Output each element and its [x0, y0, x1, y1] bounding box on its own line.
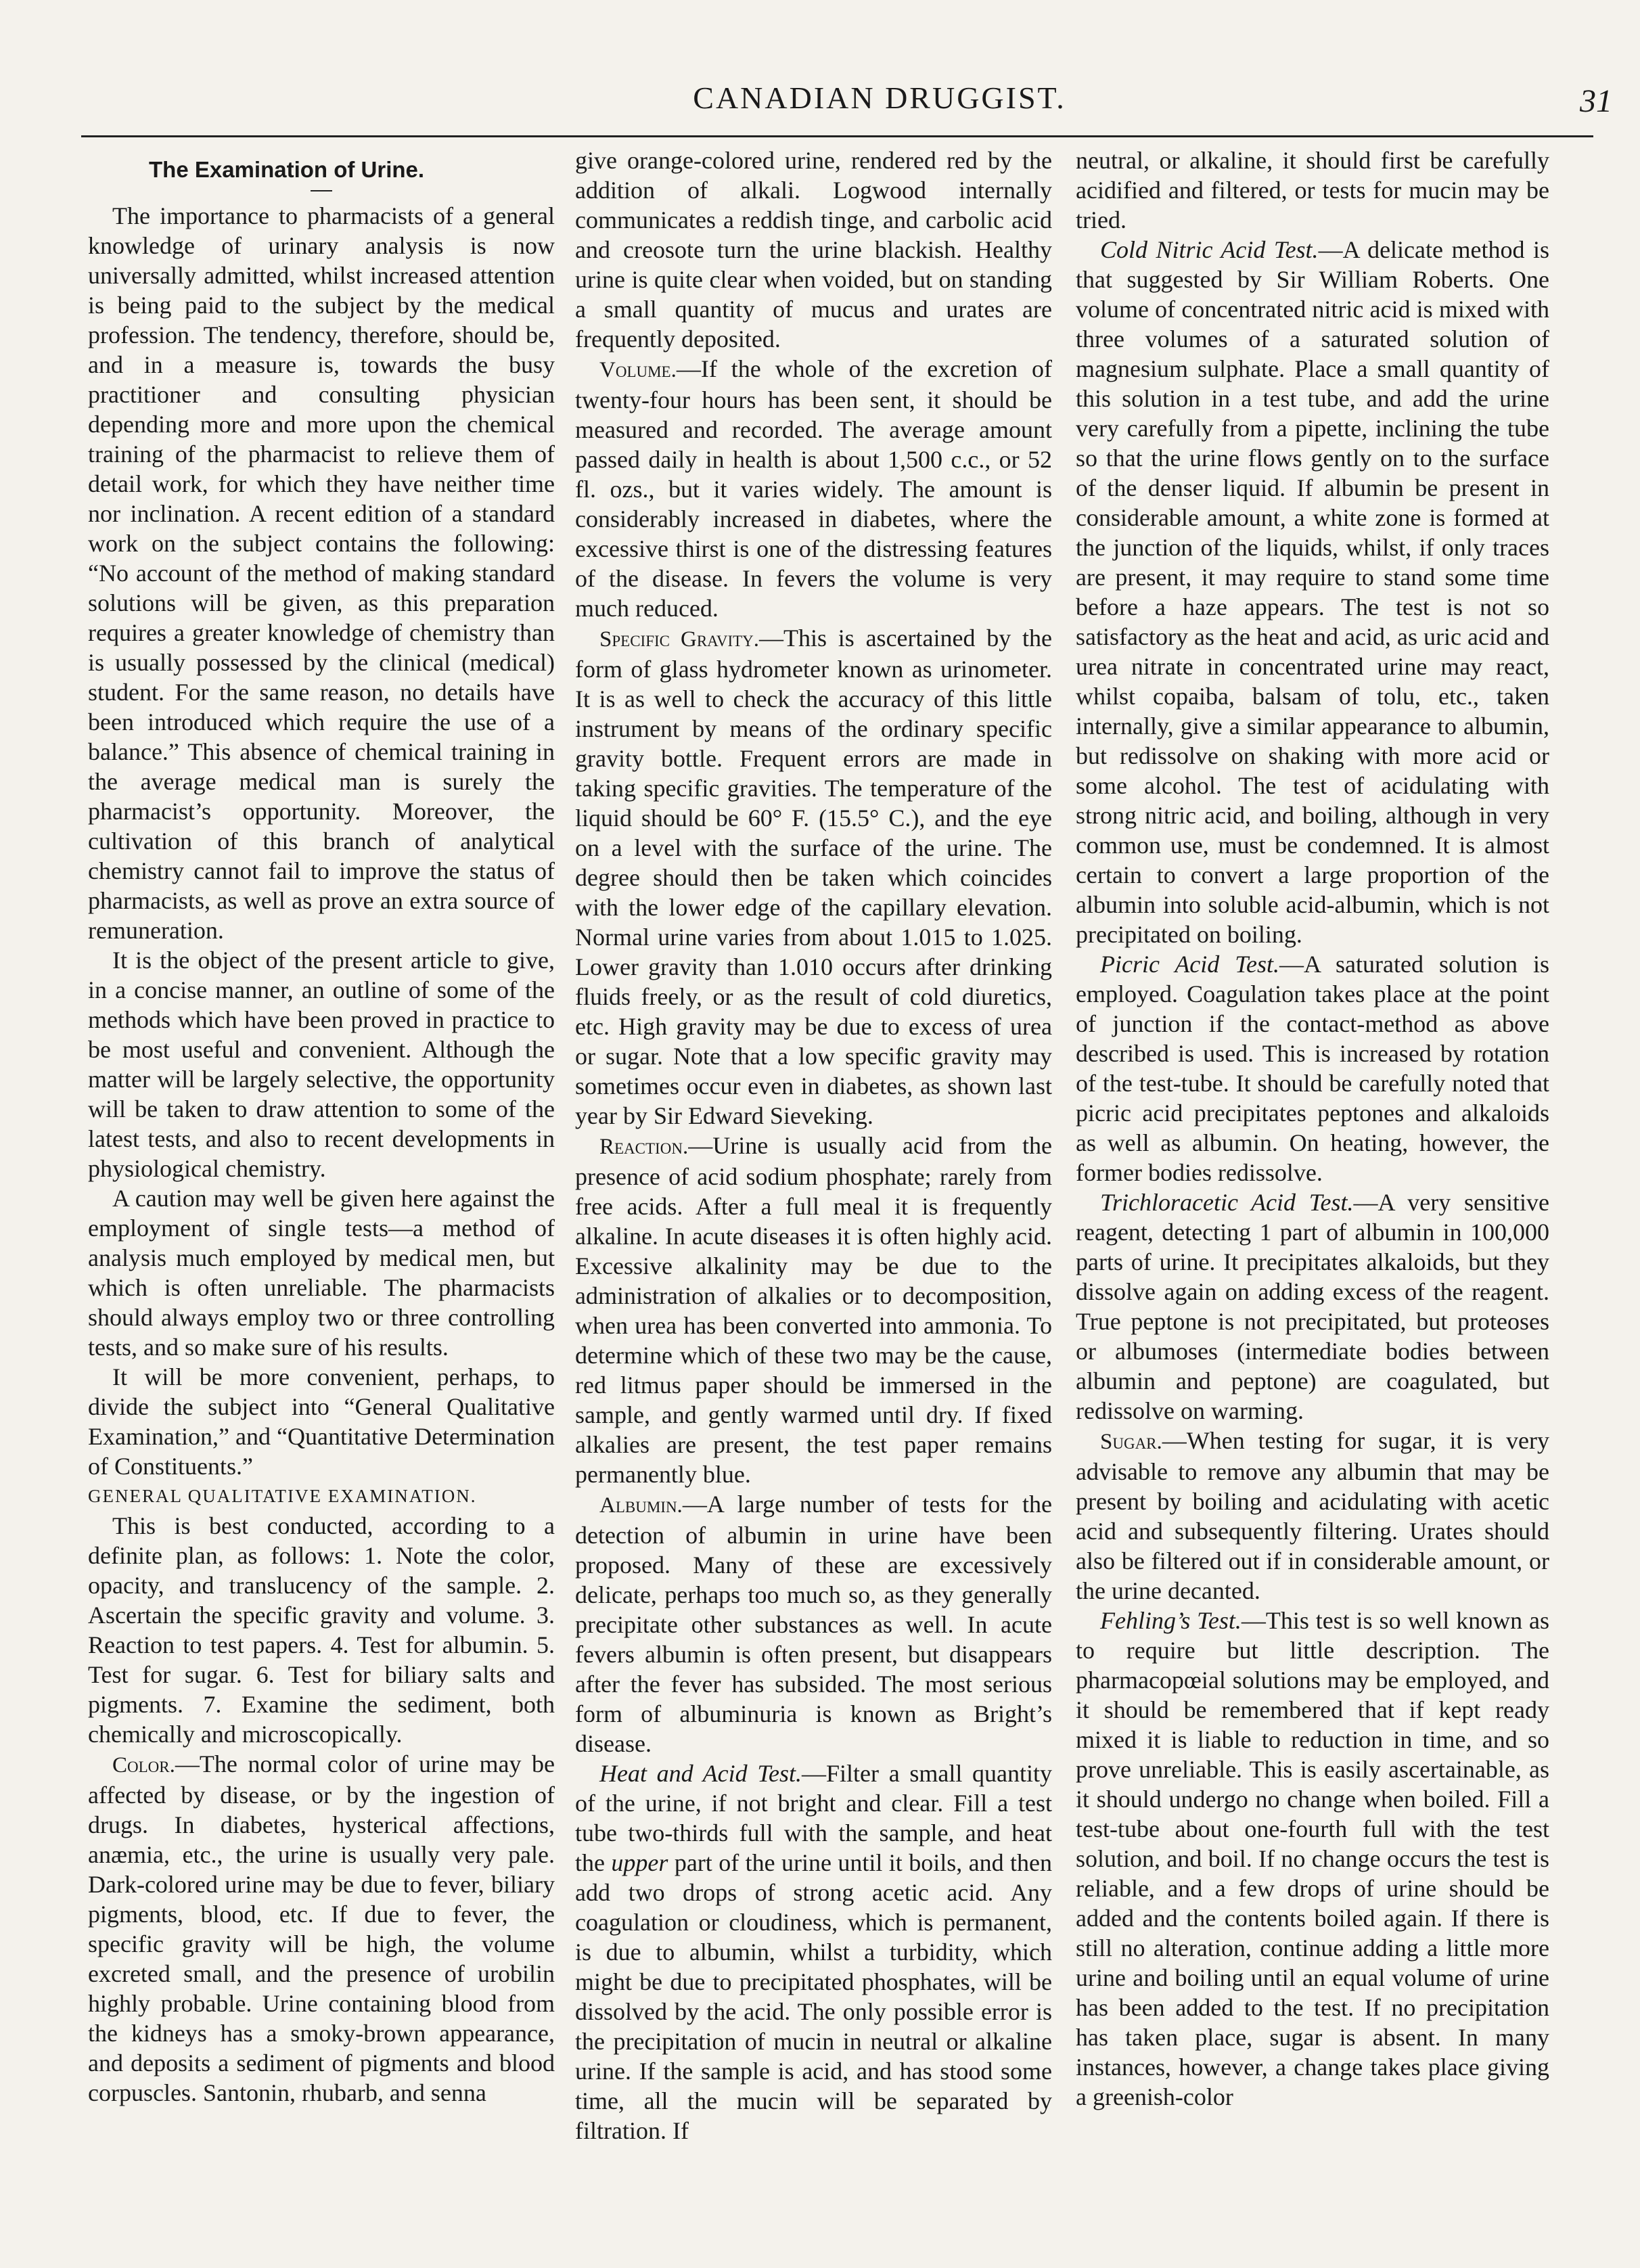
paragraph-gravity: Specific Gravity.—This is ascertained by the form of glass hydrometer known as urinometer. It is as well to check the accuracy of this little instrument by means of the ordinary specific gravity bottle. Frequent errors are made in taking specific gravities. The temperature of the liquid should be 60° F. (15.5° C.), and the eye on a level with the surface of the urine. The degree should then be taken which coincides with the lower edge of the capillary elevation. Normal urine varies from about 1.015 to 1.025. Lower gravity than 1.010 occurs after drinking fluids freely, or as the result of cold diuretics, etc. High gravity may be due to excess of urea or sugar. Note that a low specific gravity may sometimes occur even in diabetes, as shown last year by Sir Edward Sieveking.	[575, 625, 1052, 1129]
paragraph-fehling: Fehling’s Test.—This test is so well known as to require but little description. The pharmacopœial solutions may be employed, and it should be remembered that if kept ready mixed it is liable to reduction in time, and so prove unreliable. This is easily ascertainable, as it should undergo no change when boiled. Fill a test-tube about one-fourth full with the test solution, and boil. If no change occurs the test is reliable, and a few drops of urine should be added and the contents boiled again. If there is still no alteration, continue adding a little more urine and boiling until an equal volume of urine has been added to the test. If no precipitation has taken place, sugar is absent. In many instances, however, a change takes place giving a greenish-color	[1076, 1607, 1549, 2110]
paragraph-caution: A caution may well be given here against the employment of single tests—a method of analysis much employed by medical men, but which is often unreliable. The pharmacists should always employ two or three controlling tests, and so make sure of his results.	[88, 1185, 555, 1361]
article-title: The Examination of Urine.	[149, 157, 425, 182]
paragraph-plan: This is best conducted, according to a definite plan, as follows: 1. Note the color, opacity, and translucency of the sample. 2. Ascertain the specific gravity and volume. 3. Reaction to test papers. 4. Test for albumin. 5. Test for sugar. 6. Test for biliary salts and pigments. 7. Examine the sediment, both chemically and microscopically.	[88, 1512, 555, 1748]
albumin-label: Albumin.	[599, 1493, 683, 1518]
volume-label: Volume.	[599, 358, 677, 382]
paragraph-albumin: Albumin.—A large number of tests for the detection of albumin in urine have been proposed. Many of these are excessively delicate, perhaps too much so, as they generally precipitate other substances as well. In acute fevers albumin is often present, but disappears after the fever has subsided. The most serious form of albuminuria is known as Bright’s disease.	[575, 1491, 1052, 1757]
paragraph-nitric: Cold Nitric Acid Test.—A delicate method is that suggested by Sir William Roberts. One volume of concentrated nitric acid is mixed with three volumes of a saturated solution of magnesium sulphate. Place a small quantity of this solution in a test tube, and add the urine very carefully from a pipette, inclining the tube so that the urine flows gently on to the surface of the denser liquid. If albumin be present in considerable amount, a white zone is formed at the junction of the liquids, whilst, if only traces are present, it may require to stand some time before a haze appears. The test is not so satisfactory as the heat and acid, as uric acid and urea nitrate in concentrated urine may react, whilst copaiba, balsam of tolu, etc., taken internally, give a similar appearance to albumin, but redissolve on shaking with more acid or some alcohol. The test of acidulating with strong nitric acid, and boiling, although in very common use, must be condemned. It is almost certain to convert a large proportion of the albumin into soluble acid-albumin, which is not precipitated on boiling.	[1076, 236, 1549, 948]
gravity-label: Specific Gravity.	[599, 627, 760, 652]
paragraph-heat-cont: neutral, or alkaline, it should first be carefully acidified and filtered, or tests for mucin may be tried.	[1076, 147, 1549, 233]
paragraph-object: It is the object of the present article to give, in a concise manner, an outline of some of the methods which have been proved in practice to be most useful and convenient. Although the matter will be largely selective, the opportunity will be taken to draw attention to some of the latest tests, and also to recent developments in physiological chemistry.	[88, 947, 555, 1182]
paragraph-reaction: Reaction.—Urine is usually acid from the presence of acid sodium phosphate; rarely from free acids. After a full meal it is frequently alkaline. In acute diseases it is often highly acid. Excessive alkalinity may be due to the administration of alkalies or to decomposition, when urea has been converted into ammonia. To determine which of these two may be the cause, red litmus paper should be immersed in the sample, and gently warmed until dry. If fixed alkalies are present, the test paper remains permanently blue.	[575, 1132, 1052, 1488]
color-label: Color.	[112, 1753, 175, 1777]
paragraph-volume: Volume.—If the whole of the excretion of twenty-four hours has been sent, it should be measured and recorded. The average amount passed daily in health is about 1,500 c.c., or 52 fl. ozs., but it varies widely. The amount is considerably increased in diabetes, where the excessive thirst is one of the distressing features of the disease. In fevers the volume is very much reduced.	[575, 355, 1052, 622]
paragraph-divide: It will be more convenient, perhaps, to divide the subject into “General Qualitative Examination,” and “Quantitative Determination of Constituents.”	[88, 1363, 555, 1480]
paragraph-color-cont: give orange-colored urine, rendered red by the addition of alkali. Logwood internally communicates a reddish tinge, and carbolic acid and creosote turn the urine blackish. Healthy urine is quite clear when voided, but on standing a small quantity of mucus and urates are frequently deposited.	[575, 147, 1052, 353]
paragraph-trichloracetic: Trichloracetic Acid Test.—A very sensitive reagent, detecting 1 part of albumin in 100,000 parts of urine. It precipitates alkaloids, but they dissolve again on adding excess of the reagent. True peptone is not precipitated, but proteoses or albumoses (intermediate bodies between albumin and peptone) are coagulated, but redissolve on warming.	[1076, 1189, 1549, 1424]
paragraph-picric: Picric Acid Test.—A saturated solution is employed. Coagulation takes place at the point of junction if the contact-method as above described is used. This is increased by rotation of the test-tube. It should be carefully noted that picric acid precipitates peptones and alkaloids as well as albumin. On heating, however, the former bodies redissolve.	[1076, 951, 1549, 1186]
heat-label: Heat and Acid Test.	[599, 1760, 802, 1787]
title-separator	[311, 190, 332, 191]
paragraph-color: Color.—The normal color of urine may be affected by disease, or by the ingestion of drugs. In diabetes, hysterical affections, anæmia, etc., the urine is usually very pale. Dark-colored urine may be due to fever, biliary pigments, blood, etc. If due to fever, the specific gravity will be high, the volume excreted small, and the presence of urobilin highly probable. Urine containing blood from the kidneys has a smoky-brown appearance, and deposits a sediment of pigments and blood corpuscles. Santonin, rhubarb, and senna	[88, 1750, 555, 2106]
header-rule	[81, 135, 1593, 137]
column-1	[88, 145, 555, 2240]
page-number: 31	[1580, 83, 1612, 119]
column-3	[1076, 145, 1549, 2240]
fehling-label: Fehling’s Test.	[1100, 1607, 1242, 1634]
sugar-label: Sugar.	[1100, 1430, 1162, 1454]
reaction-label: Reaction.	[599, 1135, 689, 1159]
trichlor-label: Trichloracetic Acid Test.	[1100, 1189, 1354, 1216]
nitric-label: Cold Nitric Acid Test.	[1100, 236, 1319, 263]
section-heading: GENERAL QUALITATIVE EXAMINATION.	[88, 1486, 477, 1506]
paragraph-intro: The importance to pharmacists of a general knowledge of urinary analysis is now universally admitted, whilst increased attention is being paid to the subject by the medical profession. The tendency, therefore, should be, and in a measure is, towards the busy practitioner and consulting physician depending more and more upon the chemical training of the pharmacist to relieve them of detail work, for which they have neither time nor inclination. A recent edition of a standard work on the subject contains the following: “No account of the method of making standard solutions will be given, as this preparation requires a greater knowledge of chemistry than is usually possessed by the clinical (medical) student. For the same reason, no details have been introduced which require the use of a balance.” This absence of chemical training in the average medical man is surely the pharmacist’s opportunity. Moreover, the cultivation of this branch of analytical chemistry cannot fail to improve the status of pharmacists, as well as prove an extra source of remuneration.	[88, 202, 555, 944]
paragraph-sugar: Sugar.—When testing for sugar, it is very advisable to remove any albumin that may be present by boiling and acidulating with acetic acid and subsequently filtering. Urates should also be filtered out if in considerable amount, or the urine decanted.	[1076, 1427, 1549, 1604]
paragraph-heat-acid: Heat and Acid Test.—Filter a small quantity of the urine, if not bright and clear. Fill a test tube two-thirds full with the sample, and heat the upper part of the urine until it boils, and then add two drops of strong acetic acid. Any coagulation or cloudiness, which is permanent, is due to albumin, whilst a turbidity, which might be due to precipitated phosphates, will be dissolved by the acid. The only possible error is the precipitation of mucin in neutral or alkaline urine. If the sample is acid, and has stood some time, all the mucin will be separated by filtration. If	[575, 1760, 1052, 2144]
column-2	[575, 145, 1052, 2240]
running-head: CANADIAN DRUGGIST.	[693, 81, 1066, 115]
picric-label: Picric Acid Test.	[1100, 951, 1279, 978]
